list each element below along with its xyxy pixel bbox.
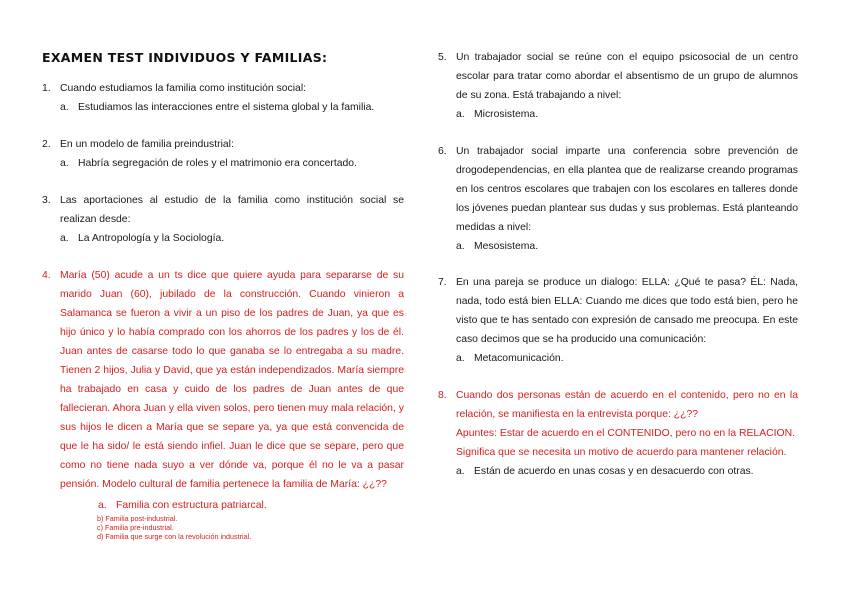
question-number: 5. (438, 52, 447, 63)
notes-text: Apuntes: Estar de acuerdo en el CONTENIDO, pero no en la RELACION. Significa que se necesita un motivo de acuerdo para mantener relación. (456, 428, 796, 458)
question-number: 7. (438, 277, 447, 288)
answer (98, 496, 404, 515)
exam-title: EXAMEN TEST INDIVIDUOS Y FAMILIAS: (42, 50, 328, 65)
question-number: 4. (42, 270, 51, 281)
question-number: 6. (438, 146, 447, 157)
option-c: c) Familia pre-industrial. (97, 523, 174, 532)
question-5 (438, 48, 798, 124)
answer-text: Metacomunicación. (474, 353, 564, 364)
question-text: Cuando estudiamos la familia como institución social: (60, 83, 307, 94)
question-4-options (97, 514, 251, 541)
question-text: En una pareja se produce un dialogo: ELLA: ¿Qué te pasa? ÉL: Nada, nada, todo está bien ELLA: Cuando me dices que todo está bien, pero he visto que te has sentado con expresión de cansado me preocupa. En este caso decimos que se ha producido una comunicación: (456, 277, 798, 345)
question-3 (42, 191, 404, 248)
answer-text: Están de acuerdo en unas cosas y en desacuerdo con otras. (474, 466, 754, 477)
question-2 (42, 135, 404, 173)
answer-letter: a. (456, 241, 465, 252)
question-1 (42, 79, 404, 117)
answer (60, 229, 404, 248)
question-4 (42, 266, 404, 515)
answer-text: La Antropología y la Sociología. (78, 233, 225, 244)
answer-text: Habría segregación de roles y el matrimonio era concertado. (78, 158, 357, 169)
question-text: Un trabajador social imparte una conferencia sobre prevención de drogodependencias, en ella plantea que de realizarse creando programas en los centros escolares que trabajen con los escolares en talleres donde los jóvenes puedan plantear sus dudas y sus problemas. Está planteando medidas a nivel: (456, 146, 798, 233)
question-number: 3. (42, 195, 51, 206)
answer (60, 98, 404, 117)
question-number: 8. (438, 390, 447, 401)
question-7 (438, 273, 798, 368)
question-6 (438, 142, 798, 256)
question-text: María (50) acude a un ts dice que quiere ayuda para separarse de su marido Juan (60), jubilado de la construcción. Cuando vinieron a Salamanca se fueron a vivir a un piso de los padres de Juan, ya que es hijo único y lo había comprado con los ahorros de los padres y los de él. Juan antes de casarse todo lo que ganaba se lo entregaba a su madre. Tienen 2 hijos, Julia y David, que ya están independizados. María siempre ha trabajado en casa y cuido de los padres de Juan antes de que fallecieran. Ahora Juan y ella viven solos, pero tienen muy mala relación, y sus hijos le dicen a María que se separe ya, ya que está convencida de que le ha sido/ le está siendo infiel. Juan le dice que se separe, pero que como no tiene nada suyo a ver dónde va, porque él no le va a pasar pensión. Modelo cultural de familia pertenece la familia de María: ¿¿?? (60, 270, 404, 490)
answer-text: Estudiamos las interacciones entre el sistema global y la familia. (78, 102, 375, 113)
answer (456, 237, 798, 256)
answer (456, 349, 798, 368)
option-b: b) Familia post-industrial. (97, 514, 178, 523)
answer-letter: a. (456, 466, 465, 477)
question-text: Cuando dos personas están de acuerdo en el contenido, pero no en la relación, se manifiesta en la entrevista porque: ¿¿?? (456, 390, 798, 420)
question-number: 1. (42, 83, 51, 94)
answer-letter: a. (60, 158, 69, 169)
option-d: d) Familia que surge con la revolución industrial. (97, 532, 252, 541)
answer (60, 154, 404, 173)
question-text: Las aportaciones al estudio de la familia como institución social se realizan desde: (60, 195, 404, 225)
question-text: En un modelo de familia preindustrial: (60, 139, 234, 150)
answer-letter: a. (456, 353, 465, 364)
answer-letter: a. (456, 109, 465, 120)
answer-text: Microsistema. (474, 109, 539, 120)
answer (456, 462, 798, 481)
question-8 (438, 386, 798, 481)
answer-letter: a. (60, 102, 69, 113)
answer-letter: a. (98, 500, 107, 511)
question-number: 2. (42, 139, 51, 150)
question-text: Un trabajador social se reúne con el equipo psicosocial de un centro escolar para tratar como abordar el absentismo de un grupo de alumnos de su zona. Está trabajando a nivel: (456, 52, 798, 101)
answer-text: Familia con estructura patriarcal. (116, 500, 267, 511)
answer (456, 105, 798, 124)
answer-letter: a. (60, 233, 69, 244)
answer-text: Mesosistema. (474, 241, 539, 252)
